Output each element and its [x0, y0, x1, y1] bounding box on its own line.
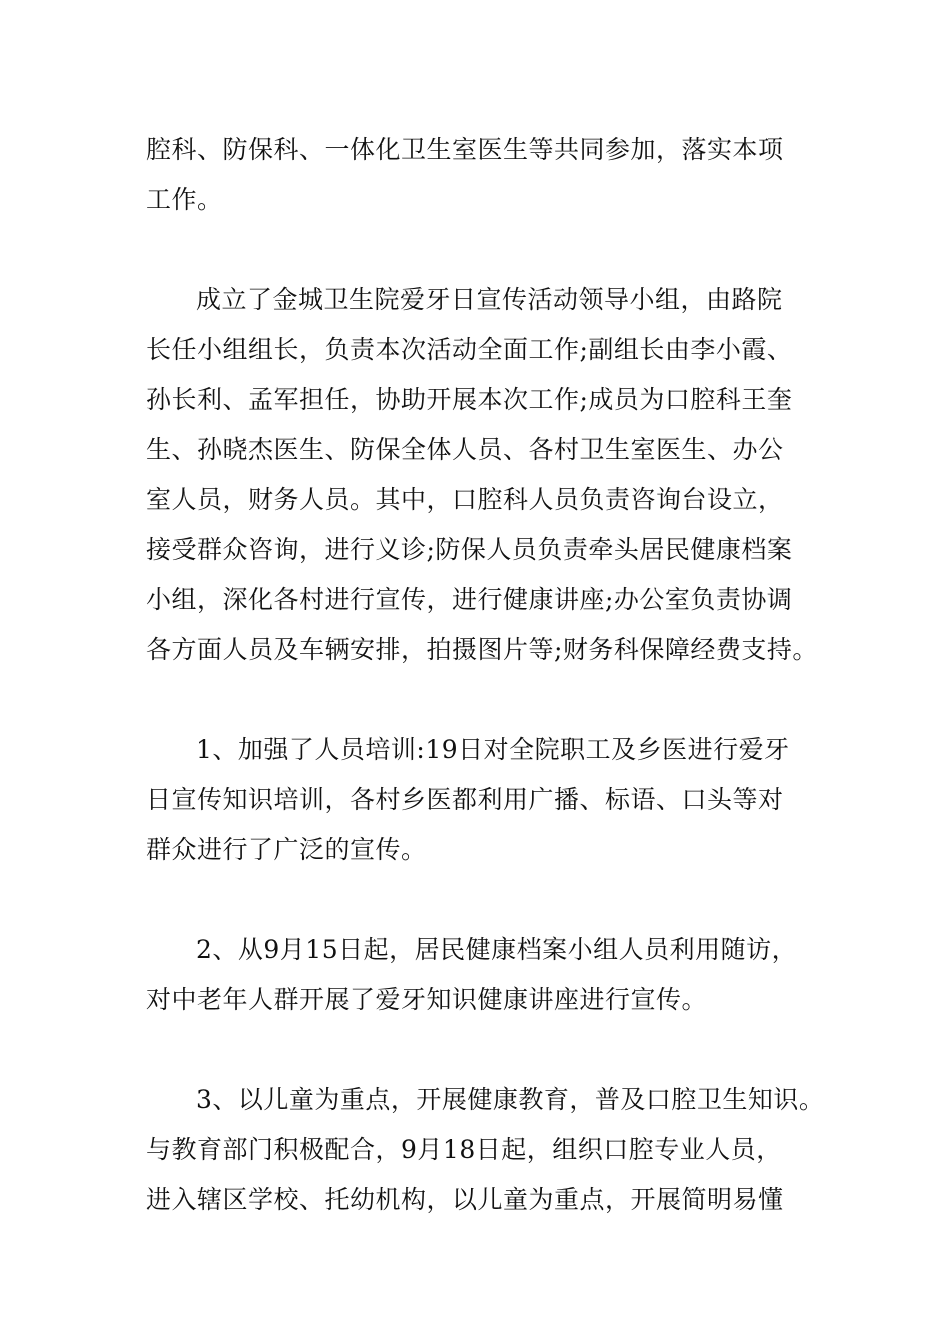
text-line: 对中老年人群开展了爱牙知识健康讲座进行宣传。	[146, 985, 708, 1014]
text-line: 进入辖区学校、托幼机构，以儿童为重点，开展简明易懂	[146, 1185, 784, 1214]
text-line: 腔科、防保科、一体化卫生室医生等共同参加，落实本项	[146, 135, 784, 164]
text-line: 各方面人员及车辆安排，拍摄图片等;财务科保障经费支持。	[146, 635, 818, 664]
text-line: 与教育部门积极配合，9月18日起，组织口腔专业人员，	[146, 1135, 782, 1164]
paragraph-first-line: 3、以儿童为重点，开展健康教育，普及口腔卫生知识。	[196, 1085, 825, 1114]
text-line: 日宣传知识培训，各村乡医都利用广播、标语、口头等对	[146, 785, 784, 814]
text-line: 小组，深化各村进行宣传，进行健康讲座;办公室负责协调	[146, 585, 793, 614]
text-line: 孙长利、孟军担任，协助开展本次工作;成员为口腔科王奎	[146, 385, 793, 414]
text-line: 长任小组组长，负责本次活动全面工作;副组长由李小霞、	[146, 335, 793, 364]
paragraph-first-line: 1、加强了人员培训:19日对全院职工及乡医进行爱牙	[196, 735, 790, 764]
paragraph-first-line: 成立了金城卫生院爱牙日宣传活动领导小组，由路院	[196, 285, 783, 314]
text-line: 生、孙晓杰医生、防保全体人员、各村卫生室医生、办公	[146, 435, 784, 464]
text-line: 群众进行了广泛的宣传。	[146, 835, 427, 864]
text-line: 工作。	[146, 185, 223, 214]
text-line: 室人员，财务人员。其中，口腔科人员负责咨询台设立，	[146, 485, 784, 514]
text-line: 接受群众咨询，进行义诊;防保人员负责牵头居民健康档案	[146, 535, 793, 564]
paragraph-first-line: 2、从9月15日起，居民健康档案小组人员利用随访，	[196, 935, 798, 964]
